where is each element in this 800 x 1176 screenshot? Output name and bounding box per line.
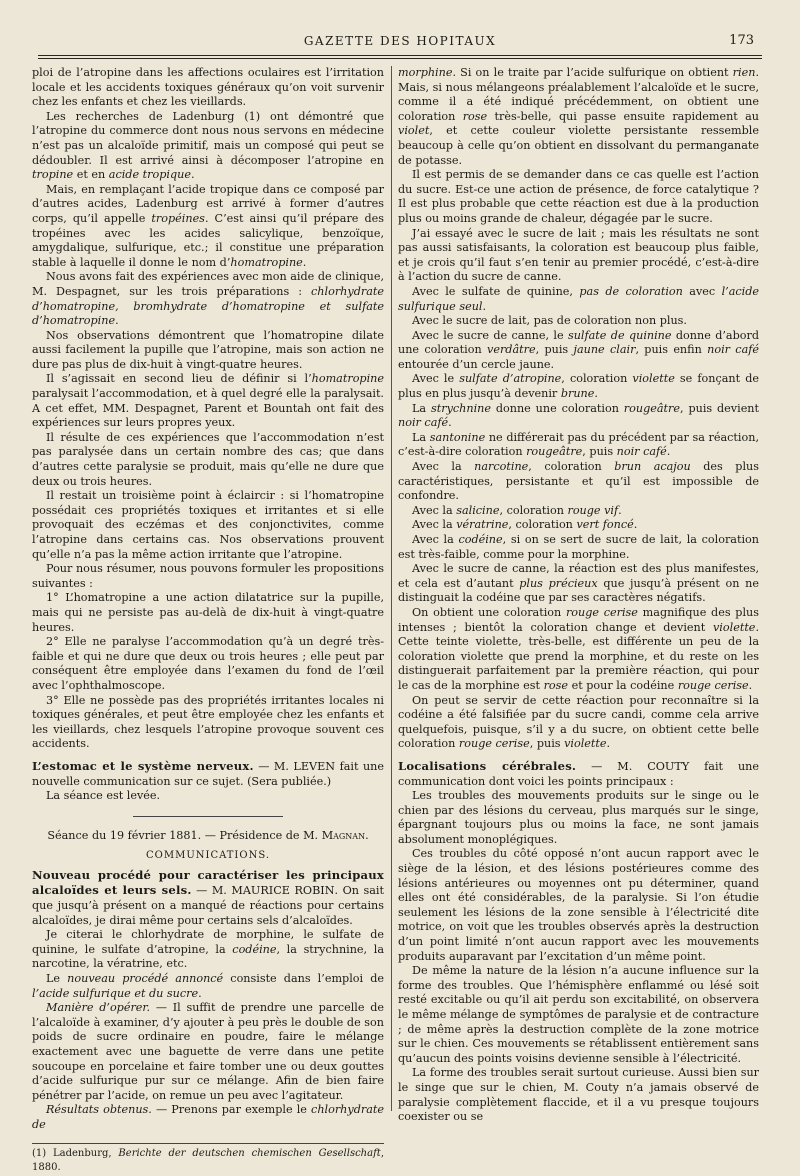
section-robin: Nouveau procédé pour caractériser les principaux alcaloïdes et leurs sels. — M. MAURICE ROBIN. On sait que jusqu’à présent on a manqué de réactions pour certains alcaloïdes, je dirai même pour certains sels d’alcaloïdes. — [32, 867, 384, 927]
list-item: 2° Elle ne paralyse l’accommodation qu’à un degré très-faible et qui ne dure que deux ou trois heures ; elle peut par conséquent être employée dans l’examen du fond de l’œil avec l’ophthalmoscope. — [32, 635, 384, 692]
section-heading: Localisations cérébrales. — [398, 758, 577, 773]
paragraph: Avec la codéine, si on se sert de sucre de lait, la coloration est très-faible, comme pour la morphine. — [398, 533, 759, 561]
paragraph: Je citerai le chlorhydrate de morphine, le sulfate de quinine, le sulfate d’atropine, la codéine, la strychnine, la narcotine, la vératrine, etc. — [32, 928, 384, 971]
footnote: (1) Ladenburg, Berichte der deutschen chemischen Gesellschaft, 1880. — [32, 1147, 384, 1174]
paragraph: Avec le sucre de canne, le sulfate de quinine donne d’abord une coloration verdâtre, puis jaune clair, puis enfin noir café entourée d’un cercle jaune. — [398, 328, 760, 371]
paragraph: Pour nous résumer, nous pouvons formuler les propositions suivantes : — [32, 562, 384, 590]
author-name: M. MAURICE ROBIN — [211, 884, 335, 898]
paragraph: La forme des troubles serait surtout curieuse. Aussi bien sur le singe que sur le chien, M. Couty n’a jamais observé de paralysie complètement flaccide, et il a vu presque toujours coexister ou se — [398, 1066, 759, 1124]
section-heading: L’estomac et le système nerveux. — [32, 758, 254, 773]
paragraph: Manière d’opérer. — Il suffit de prendre une parcelle de l’alcaloïde à examiner, d’y ajouter à peu près le double de son poids de sucre ordinaire en poudre, faire le mélange exactement avec une baguette de verre dans une petite soucoupe en porcelaine et faire tomber une ou deux gouttes d’acide sulfurique pur sur ce mélange. Afin de bien faire pénétrer par l’acide, on remue un peu avec l’agitateur. — [32, 1001, 384, 1102]
header-rule — [38, 55, 762, 56]
section-leven: L’estomac et le système nerveux. — M. LEVEN fait une nouvelle communication sur ce sujet. (Sera publiée.) — [32, 758, 384, 788]
list-item: 3° Elle ne possède pas des propriétés irritantes locales ni toxiques générales, et peut être employée chez les enfants et les vieillards, chez lesquels l’atropine provoque souvent ces accidents. — [32, 693, 384, 751]
paragraph: Il résulte de ces expériences que l’accommodation n’est pas paralysée dans un certain nombre des cas; que dans d’autres cette paralysie se produit, mais qu’elle ne dure que deux ou trois heures. — [32, 430, 384, 488]
page-header — [38, 30, 762, 52]
paragraph: La santonine ne différerait pas du précédent par sa réaction, c’est-à-dire coloration rougeâtre, puis noir café. — [398, 430, 760, 459]
paragraph: Les recherches de Ladenburg (1) ont démontré que l’atropine du commerce dont nous nous servons en médecine n’est pas un alcaloïde primitif, mais un composé qui peut se dédoubler. Il est arrivé ainsi à décomposer l’atropine en tropine et en acide tropique. — [32, 109, 384, 182]
paragraph: On peut se servir de cette réaction pour reconnaître si la codéine a été falsifiée par du sucre candi, comme cela arrive quelquefois, puisque, s’il y a du sucre, on obtient cette belle coloration rouge cerise, puis violette. — [398, 693, 759, 751]
paragraph: Il est permis de se demander dans ce cas quelle est l’action du sucre. Est-ce une action de présence, de force catalytique ? Il est plus probable que cette réaction est due à la production plus ou moins grande de chaleur, dégagée par le sucre. — [398, 168, 759, 225]
paragraph: ploi de l’atropine dans les affections oculaires est l’irritation locale et les accidents toxiques généraux qu’on voit survenir chez les enfants et chez les vieillards. — [32, 66, 384, 109]
paragraph: Avec le sucre de canne, la réaction est des plus manifestes, et cela est d’autant plus précieux que jusqu’à présent on ne distinguait la codéine que par ses caractères négatifs. — [398, 562, 759, 605]
paragraph: Le nouveau procédé annoncé consiste dans l’emploi de l’acide sulfurique et du sucre. — [32, 972, 384, 1000]
paragraph: Les troubles des mouvements produits sur le singe ou le chien par des lésions du cerveau, plus marqués sur le singe, épargnant toujours plus ou moins la face, ne sont jamais absolument monoplégiques. — [398, 789, 759, 846]
paragraph: Avec la vératrine, coloration vert foncé. — [412, 518, 638, 532]
paragraph: Mais, en remplaçant l’acide tropique dans ce composé par d’autres acides, Ladenburg est arrivé à former d’autres corps, qu’il appelle tropéines. C’est ainsi qu’il prépare des tropéines avec les acides salicylique, benzoïque, amygdalique, sulfurique, etc.; il constitue une préparation stable à laquelle il donne le nom d’homatropine. — [32, 182, 384, 269]
section-divider — [133, 816, 283, 817]
paragraph: Avec le sulfate d’atropine, coloration violette se fonçant de plus en plus jusqu’à devenir brune. — [398, 372, 759, 401]
paragraph: J’ai essayé avec le sucre de lait ; mais les résultats ne sont pas aussi satisfaisants, la coloration est beaucoup plus faible, et je crois qu’il faut s’en tenir au premier procédé, c’est-à-dire à l’action du sucre de canne. — [398, 226, 759, 284]
column-divider — [391, 66, 392, 1111]
communications-heading: COMMUNICATIONS. — [145, 850, 271, 862]
header-rule-double — [38, 58, 762, 59]
paragraph: Nos observations démontrent que l’homatropine dilate aussi facilement la pupille que l’atropine, mais son action ne dure pas plus de dix-huit à vingt-quatre heures. — [32, 328, 384, 371]
left-column — [32, 66, 384, 1176]
paragraph: Avec le sulfate de quinine, pas de coloration avec l’acide sulfurique seul. — [398, 284, 759, 313]
page-number: 173 — [729, 33, 754, 48]
list-item: 1° L’homatropine a une action dilatatrice sur la pupille, mais qui ne persiste pas au-delà de dix-huit à vingt-quatre heures. — [32, 591, 384, 634]
paragraph: Avec le sucre de lait, pas de coloration non plus. — [412, 314, 687, 328]
paragraph: De même la nature de la lésion n’a aucune influence sur la forme des troubles. Que l’hémisphère enflammé ou lésé soit resté excitable ou qu’il ait perdu son excitabilité, on observera le même mélange de symptômes de paralysie et de contracture ; de même après la destruction complète de la zone motrice sur le chien. Ces mouvements se rétablissent entièrement sans qu’aucun des points voisins devienne sensible à l’électricité. — [398, 964, 759, 1065]
paragraph: morphine. Si on le traite par l’acide sulfurique on obtient rien. Mais, si nous mélangeons préalablement l’alcaloïde et le sucre, comme il a été indiqué précédemment, on obtient une coloration rose très-belle, qui passe ensuite rapidement au violet, et cette couleur violette persistante ressemble beaucoup à celle qu’on obtient en dissolvant du permanganate de potasse. — [398, 66, 759, 167]
paragraph: On obtient une coloration rouge cerise magnifique des plus intenses ; bientôt la coloration change et devient violette. Cette teinte violette, très-belle, est différente un peu de la coloration violette que prend la morphine, et du reste on les distinguerait parfaitement par la première réaction, qui pour le cas de la morphine est rose et pour la codéine rouge cerise. — [398, 605, 759, 692]
author-name: M. COUTY — [617, 759, 690, 773]
paragraph: Il s’agissait en second lieu de définir si l’homatropine paralysait l’accommodation, et à quel degré elle la paralysait. A cet effet, MM. Despagnet, Parent et Bountah ont fait des expériences sur leurs propres yeux. — [32, 372, 384, 430]
footnote-rule — [32, 1143, 384, 1144]
paragraph: Résultats obtenus. — Prenons par exemple le chlorhydrate de — [32, 1103, 385, 1131]
running-title: GAZETTE DES HOPITAUX — [303, 34, 497, 48]
section-couty: Localisations cérébrales. — M. COUTY fait une communication dont voici les points principaux : — [398, 758, 760, 788]
paragraph: Il restait un troisième point à éclaircir : si l’homatropine possédait ces propriétés toxiques et irritantes et si elle provoquait des eczémas et des conjonctivites, comme l’atropine dans certains cas. Nos observations prouvent qu’elle n’a pas la même action irritante que l’atropine. — [32, 489, 384, 561]
paragraph: Avec la narcotine, coloration brun acajou des plus caractéristiques, persistante et qu’il est impossible de confondre. — [398, 460, 759, 503]
paragraph: Avec la salicine, coloration rouge vif. — [412, 503, 622, 517]
section-heading: Nouveau procédé pour caractériser les principaux alcaloïdes et leurs sels. — [32, 867, 384, 898]
right-column — [398, 66, 759, 1125]
closing-line: La séance est levée. — [46, 789, 161, 803]
session-title: Séance du 19 février 1881. — Présidence de M. Magnan. — [47, 828, 369, 842]
author-name: M. LEVEN — [273, 759, 336, 773]
paragraph: Ces troubles du côté opposé n’ont aucun rapport avec le siège de la lésion, et des lésions postérieures comme des lésions antérieures ou moyennes ont pu déterminer, quand elles ont été considérables, de la paralysie. Si l’on étudie seulement les lésions de la zone sensible à l’électricité dite motrice, on voit que les troubles observés après la destruction d’un point limité n’ont aucun rapport avec les mouvements produits auparavant par l’excitation d’un même point. — [398, 847, 759, 963]
paragraph: Nous avons fait des expériences avec mon aide de clinique, M. Despagnet, sur les trois préparations : chlorhydrate d’homatropine, bromhydrate d’homatropine et sulfate d’homatropine. — [32, 270, 384, 328]
paragraph: La strychnine donne une coloration rougeâtre, puis devient noir café. — [398, 401, 760, 430]
